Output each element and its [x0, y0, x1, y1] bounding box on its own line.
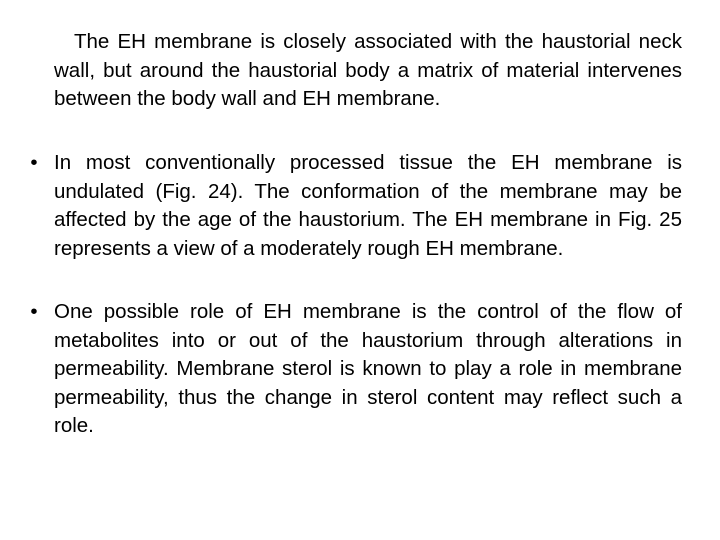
- bullet-item-text: One possible role of EH membrane is the control of the flow of metabolites into or out of the haustorium through alterations in permeability. Membrane sterol is known to play a role in membrane permeability, thus the change in sterol content may reflect such a role.: [54, 300, 682, 437]
- bullet-item-text: In most conventionally processed tissue the EH membrane is undulated (Fig. 24). The conformation of the membrane may be affected by the age of the haustorium. The EH membrane in Fig. 25 represents a view of a moderately rough EH membrane.: [54, 151, 682, 260]
- bullet-item-undulated-membrane: [30, 149, 682, 263]
- bullet-item-membrane-role: [30, 298, 682, 441]
- paragraph-eh-membrane-association: [54, 28, 682, 114]
- bullet-icon: •: [30, 300, 38, 323]
- bullet-icon: •: [30, 151, 38, 174]
- paragraph-text: The EH membrane is closely associated with the haustorial neck wall, but around the haustorial body a matrix of material intervenes between the body wall and EH membrane.: [54, 30, 682, 110]
